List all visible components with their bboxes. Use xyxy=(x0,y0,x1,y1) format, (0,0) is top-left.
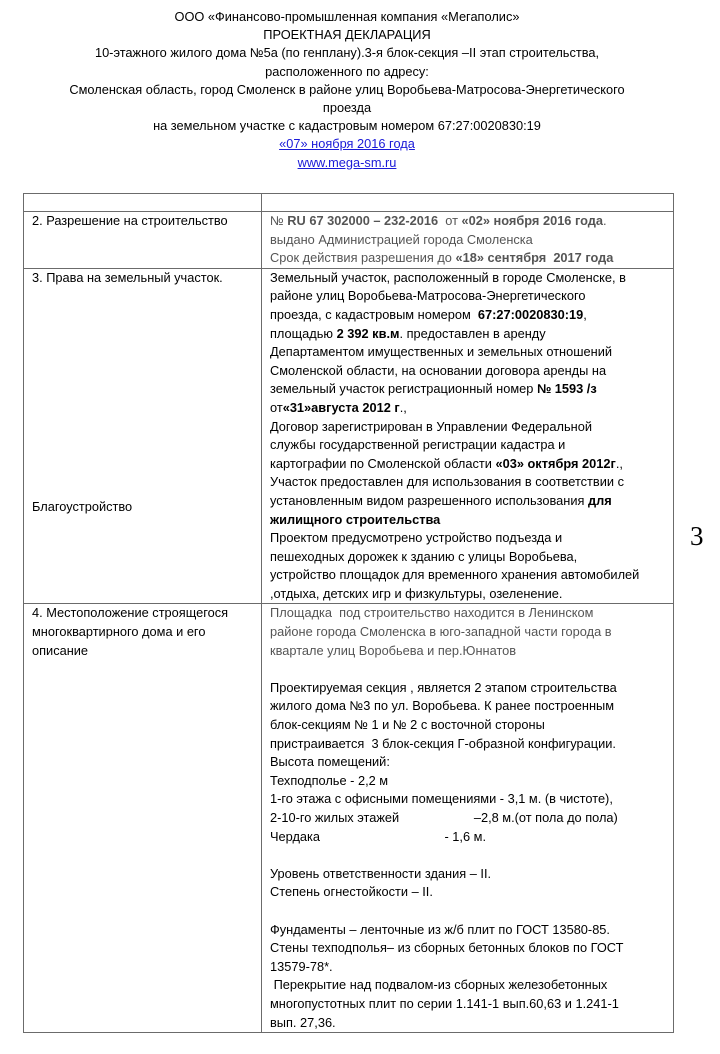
text: ., xyxy=(615,455,623,471)
text-line: Перекрытие над подвалом-из сборных железобетонных xyxy=(270,977,608,993)
text-line: пристраивается 3 блок-секция Г-образной конфигурации. xyxy=(270,735,616,751)
text-line: 4. Местоположение строящегося xyxy=(32,605,229,621)
document-title: ПРОЕКТНАЯ ДЕКЛАРАЦИЯ xyxy=(263,27,431,43)
text-line: Смоленской области, на основании договора аренды на xyxy=(270,362,607,378)
object-line-2: расположенного по адресу: xyxy=(265,63,429,79)
text-line: 1-го этажа с офисными помещениями - 3,1 м. (в чистоте), xyxy=(270,791,613,807)
page-number: 3 xyxy=(690,521,704,551)
text: № xyxy=(270,213,288,228)
text-line: Проектом предусмотрено устройство подъезда и xyxy=(270,530,563,546)
object-line-1: 10-этажного жилого дома №5а (по генплану).3-я блок-секция –II этап строительства, xyxy=(94,45,600,61)
text: картографии по Смоленской области xyxy=(270,455,496,471)
text-line: квартале улиц Воробьева и пер.Юннатов xyxy=(270,642,517,658)
text-line: ,отдыха, детских игр и физкультуры, озеленение. xyxy=(270,585,563,601)
text-line: Чердака - 1,6 м. xyxy=(270,828,487,844)
table-cell xyxy=(24,194,262,212)
location-value xyxy=(262,604,674,1033)
text-line: Договор зарегистрирован в Управлении Федеральной xyxy=(270,418,592,434)
registration-number: № 1593 /з xyxy=(536,381,597,397)
text-line: службы государственной регистрации кадастра и xyxy=(270,437,566,453)
text-line: Стены техподполья– из сборных бетонных блоков по ГОСТ xyxy=(270,940,624,956)
table-cell xyxy=(262,194,674,212)
text-line: районе города Смоленска в юго-западной части города в xyxy=(270,624,612,640)
company-name: ООО «Финансово-промышленная компания «Мегаполис» xyxy=(174,9,520,24)
text: площадью xyxy=(270,325,337,341)
permit-expiry: «18» сентября 2017 года xyxy=(455,250,614,266)
table-row-land xyxy=(24,268,674,604)
text-line: вып. 27,36. xyxy=(270,1014,336,1030)
text-line: 13579-78*. xyxy=(270,958,333,974)
address-line-1: Смоленская область, город Смоленск в районе улиц Воробьева-Матросова-Энергетического xyxy=(69,81,625,97)
text-line: Проектируемая секция , является 2 этапом строительства xyxy=(270,679,617,695)
declaration-table xyxy=(23,193,674,1033)
text: земельный участок регистрационный номер xyxy=(270,381,537,397)
text: от xyxy=(438,213,462,228)
text-line: Высота помещений: xyxy=(270,754,390,770)
permit-label: 2. Разрешение на строительство xyxy=(24,212,262,269)
table-row-permit xyxy=(24,212,674,269)
text: Срок действия разрешения до xyxy=(270,250,456,266)
text: от xyxy=(270,399,283,415)
registration-date: «03» октября 2012г xyxy=(495,455,616,471)
document-header xyxy=(24,8,670,172)
text-line: многопустотных плит по серии 1.141-1 вып.60,63 и 1.241-1 xyxy=(270,995,619,1011)
table-row-empty xyxy=(24,194,674,212)
permit-value xyxy=(262,212,674,269)
text-line: Земельный участок, расположенный в городе Смоленске, в xyxy=(270,269,626,285)
text-line: блок-секциям № 1 и № 2 с восточной стороны xyxy=(270,717,545,733)
date-link[interactable]: «07» ноября 2016 года xyxy=(279,136,415,152)
text: . xyxy=(603,213,607,228)
text: . предоставлен в аренду xyxy=(399,325,546,341)
text-line: Степень огнестойкости – II. xyxy=(270,884,433,900)
text-line: описание xyxy=(32,642,89,658)
text-line: Уровень ответственности здания – II. xyxy=(270,865,492,881)
text-line: Фундаменты – ленточные из ж/б плит по ГОСТ 13580-85. xyxy=(270,921,610,937)
text-line: жилого дома №3 по ул. Воробьева. К ранее построенным xyxy=(270,698,615,714)
text-line: 2-10-го жилых этажей –2,8 м.(от пола до пола) xyxy=(270,810,618,825)
text: ., xyxy=(399,399,407,415)
cadastral-number: 67:27:0020830:19 xyxy=(477,306,584,322)
text-line: устройство площадок для временного хранения автомобилей xyxy=(270,567,640,583)
permit-issuer: выдано Администрацией города Смоленска xyxy=(270,231,533,247)
location-label xyxy=(24,604,262,1033)
text-line: районе улиц Воробьева-Матросова-Энергетического xyxy=(270,288,586,304)
text-line: Техподполье - 2,2 м xyxy=(270,772,389,788)
address-line-2: проезда xyxy=(322,100,372,116)
table-row-location xyxy=(24,604,674,1033)
landscaping-label: Благоустройство xyxy=(32,498,133,514)
land-label-cell xyxy=(24,268,262,604)
text-line: Департаментом имущественных и земельных отношений xyxy=(270,344,612,360)
cadastral-line: на земельном участке с кадастровым номером 67:27:0020830:19 xyxy=(153,118,541,134)
text-bold: для xyxy=(587,492,612,508)
lease-date: «31»августа 2012 г xyxy=(282,399,400,415)
website-link[interactable]: www.mega-sm.ru xyxy=(297,154,397,170)
text-line: Площадка под строительство находится в Ленинском xyxy=(270,605,594,621)
text: установленным видом разрешенного использования xyxy=(270,492,588,508)
text: , xyxy=(583,306,587,322)
land-value xyxy=(262,268,674,604)
permit-number: RU 67 302000 – 232-2016 xyxy=(287,213,439,228)
permitted-use: жилищного строительства xyxy=(270,511,441,527)
land-area: 2 392 кв.м xyxy=(336,325,400,341)
text: проезда, с кадастровым номером xyxy=(270,306,478,322)
permit-date: «02» ноября 2016 года xyxy=(461,213,604,228)
land-label: 3. Права на земельный участок. xyxy=(32,269,223,285)
text-line: Участок предоставлен для использования в соответствии с xyxy=(270,474,624,490)
text-line: пешеходных дорожек к зданию с улицы Воробьева, xyxy=(270,548,578,564)
text-line: многоквартирного дома и его xyxy=(32,624,206,640)
